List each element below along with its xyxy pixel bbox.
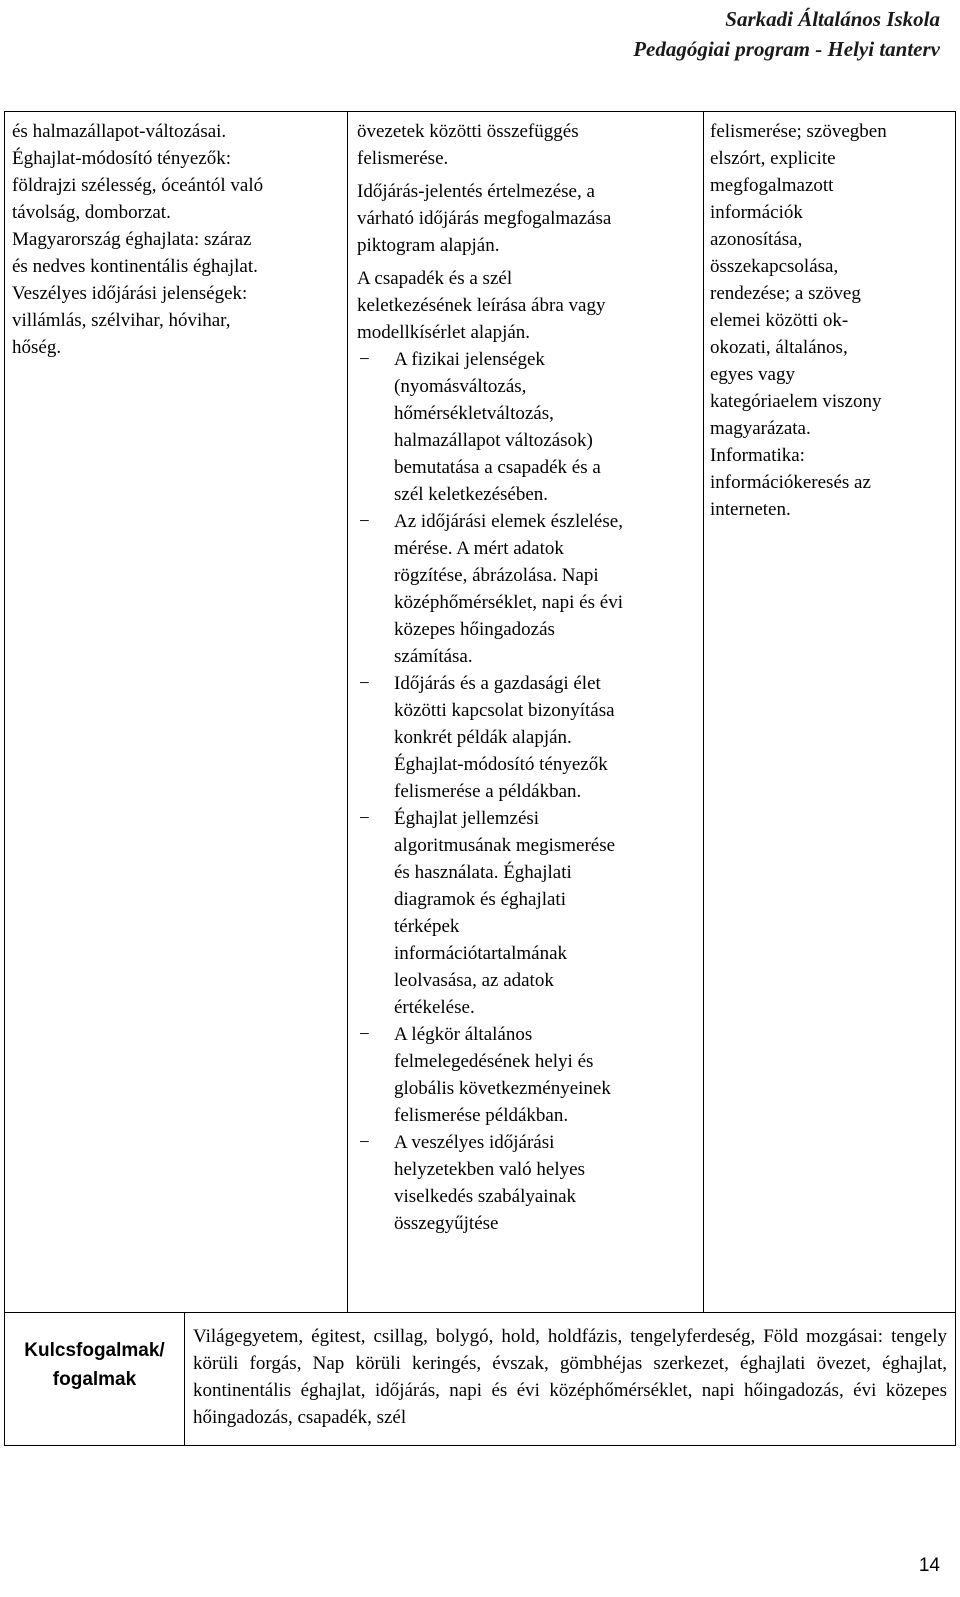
activity-list [357,346,695,1237]
text-line: − Időjárás és a gazdasági élet [394,673,601,694]
school-name: Sarkadi Általános Iskola [725,7,940,31]
text-line: − A fizikai jelenségek [394,349,545,370]
text-line: konkrét példák alapján. [394,727,572,748]
text-line: rögzítése, ábrázolása. Napi [394,565,599,586]
text-line: Informatika: [710,445,805,466]
paragraph [357,265,695,346]
text-line: felmelegedésének helyi és [394,1051,594,1072]
paragraph [357,178,695,259]
text-line: − Az időjárási elemek észlelése, [394,511,623,532]
content-column-links [703,111,956,1313]
text-line: − A veszélyes időjárási [394,1132,555,1153]
text-line: megfogalmazott [710,175,834,196]
text-line: és halmazállapot-változásai. [12,121,227,142]
list-item [357,1021,695,1129]
keywords-text: Világegyetem, égitest, csillag, bolygó, hold, holdfázis, tengelyferdeség, Föld mozgásai: tengely körüli forgás, Nap körüli keringés, évszak, gömbhéjas szerkezet, éghajlati övezet, éghajlat, kontinentális éghajlat, időjárás, napi és évi középhőmérséklet, napi hőingadozás, évi közepes hőingadozás, csapadék, szél [193,1326,947,1428]
text-line: elemei közötti ok- [710,310,849,331]
text-line: viselkedés szabályainak [394,1186,577,1207]
text-line: szél keletkezésében. [394,484,549,505]
text-line: felismerése a példákban. [394,781,582,802]
paragraph [357,118,695,172]
text-line: piktogram alapján. [357,235,500,256]
text-line: A csapadék és a szél [357,268,513,289]
text-line: és használata. Éghajlati [394,862,572,883]
keywords-label [5,1336,184,1394]
text-line: algoritmusának megismerése [394,835,616,856]
list-item [357,346,695,508]
text-line: információtartalmának [394,943,568,964]
text-line: közötti kapcsolat bizonyítása [394,700,615,721]
keywords-text-cell [184,1312,956,1446]
text-line: − A légkör általános [394,1024,533,1045]
text-line: várható időjárás megfogalmazása [357,208,612,229]
list-item [357,670,695,805]
text-line: egyes vagy [710,364,795,385]
text-line: helyzetekben való helyes [394,1159,585,1180]
text-line: kategóriaelem viszony [710,391,882,412]
text-line: elszórt, explicite [710,148,836,169]
text-line: okozati, általános, [710,337,848,358]
text-line: térképek [394,916,460,937]
text-line: bemutatása a csapadék és a [394,457,601,478]
text-line: − Éghajlat jellemzési [394,808,540,829]
text-line: halmazállapot változások) [394,430,593,451]
text-line: (nyomásváltozás, [394,376,527,397]
keywords-label-cell [4,1312,185,1446]
text-line: övezetek közötti összefüggés [357,121,579,142]
text-line: összegyűjtése [394,1213,499,1234]
text-line: diagramok és éghajlati [394,889,566,910]
text-line: Veszélyes időjárási jelenségek: [12,283,248,304]
content-column-activities [347,111,704,1313]
text-line: villámlás, szélvihar, hóvihar, [12,310,231,331]
text-line: értékelése. [394,997,475,1018]
keywords-label-line: fogalmak [52,1369,137,1390]
text-line: Éghajlat-módosító tényezők [394,754,608,775]
page-number: 14 [918,1555,940,1576]
text-line: rendezése; a szöveg [710,283,861,304]
content-column-topics [4,111,348,1313]
text-line: hőmérsékletváltozás, [394,403,554,424]
text-line: információkeresés az [710,472,871,493]
text-line: földrajzi szélesség, óceántól való [12,175,264,196]
list-item [357,508,695,670]
text-line: és nedves kontinentális éghajlat. [12,256,258,277]
text-line: középhőmérséklet, napi és évi [394,592,623,613]
text-line: információk [710,202,803,223]
text-line: globális következményeinek [394,1078,611,1099]
text-line: azonosítása, [710,229,803,250]
text-line: Éghajlat-módosító tényezők: [12,148,231,169]
text-line: modellkísérlet alapján. [357,322,531,343]
text-line: felismerése példákban. [394,1105,569,1126]
text-line: interneten. [710,499,791,520]
text-line: hőség. [12,337,62,358]
program-title: Pedagógiai program - Helyi tanterv [633,37,940,61]
text-line: felismerése. [357,148,449,169]
text-line: távolság, domborzat. [12,202,171,223]
text-line: számítása. [394,646,473,667]
list-item [357,1129,695,1237]
text-line: Magyarország éghajlata: száraz [12,229,252,250]
text-line: mérése. A mért adatok [394,538,564,559]
text-line: közepes hőingadozás [394,619,555,640]
page-header [633,4,940,64]
text-line: keletkezésének leírása ábra vagy [357,295,606,316]
text-line: összekapcsolása, [710,256,839,277]
text-line: felismerése; szövegben [710,121,887,142]
text-line: Időjárás-jelentés értelmezése, a [357,181,595,202]
keywords-label-line: Kulcsfogalmak/ [24,1340,165,1361]
text-line: leolvasása, az adatok [394,970,554,991]
list-item [357,805,695,1021]
text-line: magyarázata. [710,418,811,439]
